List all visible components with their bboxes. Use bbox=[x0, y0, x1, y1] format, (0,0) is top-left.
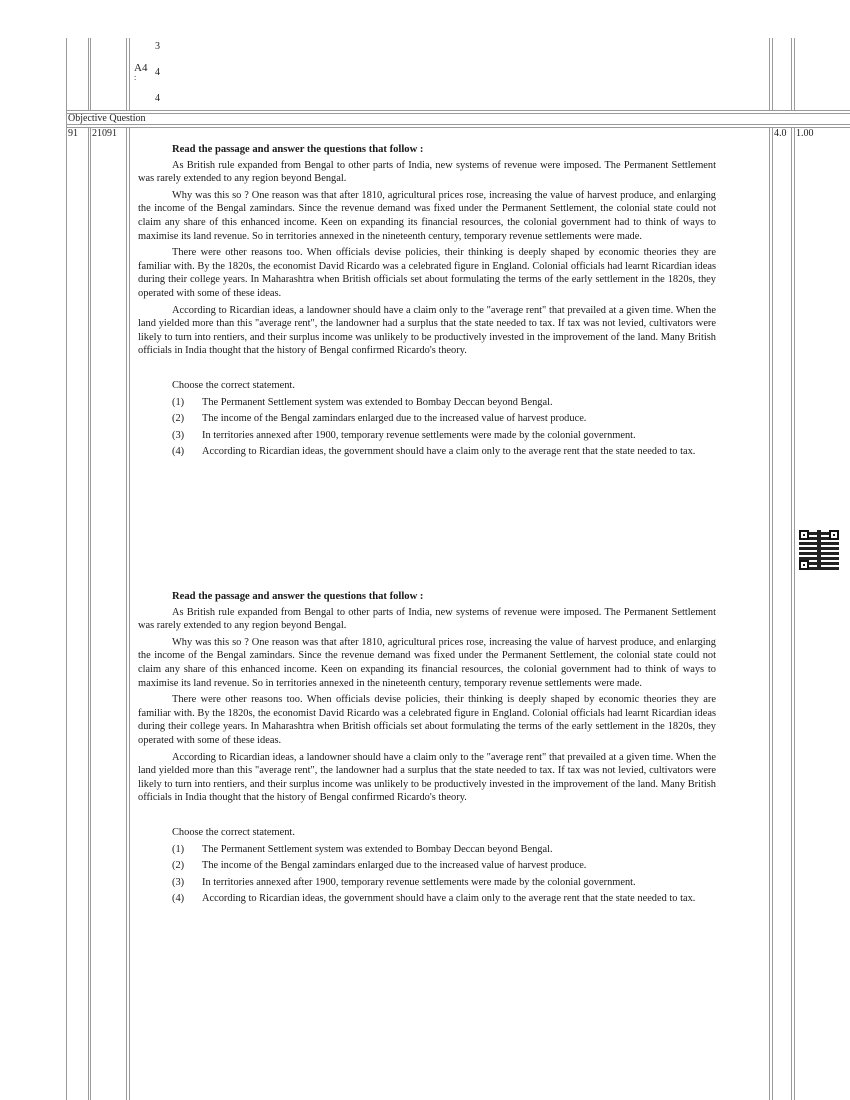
grid-line bbox=[769, 38, 770, 110]
question-serial: 91 bbox=[68, 128, 78, 139]
grid-line bbox=[66, 38, 67, 1100]
option-code-mark: : bbox=[134, 73, 137, 82]
grid-line bbox=[126, 38, 127, 110]
option-code: A4 bbox=[134, 62, 148, 74]
grid-line bbox=[769, 127, 770, 1100]
option-number: (2) bbox=[172, 860, 185, 872]
passage-heading: Read the passage and answer the questions that follow : bbox=[172, 591, 424, 602]
passage-paragraph: There were other reasons too. When officials devise policies, their thinking is deeply shaped by economic theories they are familiar with. By the 1820s, the economist David Ricardo was a celebrated figure in England. Colonial officials had learnt Ricardian ideas during their college years. In Maharashtra when British officials set about formulating the terms of the early settlement in the 1820s, they operated with some of these ideas. bbox=[138, 694, 716, 746]
option-number: (3) bbox=[172, 429, 185, 441]
answer-option bbox=[138, 876, 716, 890]
passage-paragraph: As British rule expanded from Bengal to other parts of India, new systems of revenue were imposed. The Permanent Settlement was rarely extended to any region beyond Bengal. bbox=[138, 606, 716, 632]
question-stem: Choose the correct statement. bbox=[172, 826, 295, 838]
grid-line bbox=[90, 38, 91, 110]
grid-line bbox=[90, 127, 91, 1100]
answer-option bbox=[138, 859, 716, 873]
answer-option bbox=[138, 396, 716, 410]
passage-paragraph: As British rule expanded from Bengal to other parts of India, new systems of revenue were imposed. The Permanent Settlement was rarely extended to any region beyond Bengal. bbox=[138, 159, 716, 185]
grid-line bbox=[791, 127, 792, 1100]
grid-line bbox=[126, 127, 127, 1100]
option-number: (1) bbox=[172, 396, 185, 408]
passage-paragraph: According to Ricardian ideas, a landowner should have a claim only to the "average rent" that prevailed at a given time. When the land yielded more than this "average rent", the landowner had a surplus that the state needed to tax. If tax was not levied, cultivators were likely to turn into rentiers, and their surplus income was unlikely to be productively invested in the improvement of the land. Many British officials in India thought that the history of Bengal confirmed Ricardo's theory. bbox=[138, 304, 716, 357]
grid-line bbox=[129, 127, 130, 1100]
passage-paragraph: There were other reasons too. When officials devise policies, their thinking is deeply shaped by economic theories they are familiar with. By the 1820s, the economist David Ricardo was a celebrated figure in England. Colonial officials had learnt Ricardian ideas during their college years. In Maharashtra when British officials set about formulating the terms of the early settlement in the 1820s, they operated with some of these ideas. bbox=[138, 247, 716, 299]
option-text: The Permanent Settlement system was extended to Bombay Deccan beyond Bengal. bbox=[202, 396, 553, 408]
answer-option bbox=[138, 843, 716, 857]
qr-code-icon bbox=[799, 530, 839, 570]
option-text: The income of the Bengal zamindars enlarged due to the increased value of harvest produce. bbox=[202, 413, 587, 425]
option-value: 4 bbox=[155, 67, 160, 78]
option-text: In territories annexed after 1900, temporary revenue settlements were made by the colonial government. bbox=[202, 429, 636, 441]
question-negative-marks: 1.00 bbox=[796, 128, 814, 139]
grid-line bbox=[88, 38, 89, 110]
option-text: According to Ricardian ideas, the government should have a claim only to the average rent that the state needed to tax. bbox=[202, 446, 696, 458]
option-value: 4 bbox=[155, 93, 160, 104]
option-value: 3 bbox=[155, 41, 160, 52]
grid-line bbox=[791, 38, 792, 110]
grid-line bbox=[794, 127, 795, 1100]
option-number: (4) bbox=[172, 446, 185, 458]
passage-paragraph: Why was this so ? One reason was that after 1810, agricultural prices rose, increasing the value of harvest produce, and enlarging the income of the Bengal zamindars. Since the revenue demand was fixed under the Permanent Settlement, the colonial state could not claim any share of this enhanced income. Keen on expanding its financial resources, the colonial government had to think of ways to maximise its land revenue. So in territories annexed in the nineteenth century, temporary revenue settlements were made. bbox=[138, 636, 716, 689]
grid-line bbox=[66, 110, 850, 111]
question-block bbox=[138, 143, 716, 462]
question-marks: 4.0 bbox=[774, 128, 787, 139]
option-number: (2) bbox=[172, 413, 185, 425]
option-text: The Permanent Settlement system was extended to Bombay Deccan beyond Bengal. bbox=[202, 843, 553, 855]
grid-line bbox=[772, 38, 773, 110]
option-text: The income of the Bengal zamindars enlarged due to the increased value of harvest produce. bbox=[202, 860, 587, 872]
grid-line bbox=[88, 127, 89, 1100]
passage-paragraph: According to Ricardian ideas, a landowner should have a claim only to the "average rent" that prevailed at a given time. When the land yielded more than this "average rent", the landowner had a surplus that the state needed to tax. If tax was not levied, cultivators were likely to turn into rentiers, and their surplus income was unlikely to be productively invested in the improvement of the land. Many British officials in India thought that the history of Bengal confirmed Ricardo's theory. bbox=[138, 751, 716, 804]
passage-paragraph: Why was this so ? One reason was that after 1810, agricultural prices rose, increasing the value of harvest produce, and enlarging the income of the Bengal zamindars. Since the revenue demand was fixed under the Permanent Settlement, the colonial state could not claim any share of this enhanced income. Keen on expanding its financial resources, the colonial government had to think of ways to maximise its land revenue. So in territories annexed in the nineteenth century, temporary revenue settlements were made. bbox=[138, 189, 716, 242]
answer-option bbox=[138, 892, 716, 906]
answer-option bbox=[138, 445, 716, 459]
option-number: (4) bbox=[172, 893, 185, 905]
grid-line bbox=[66, 113, 850, 114]
answer-option bbox=[138, 412, 716, 426]
answer-option bbox=[138, 429, 716, 443]
grid-line bbox=[66, 124, 850, 125]
grid-line bbox=[129, 38, 130, 110]
option-number: (1) bbox=[172, 843, 185, 855]
section-label: Objective Question bbox=[68, 113, 146, 124]
option-text: In territories annexed after 1900, temporary revenue settlements were made by the colonial government. bbox=[202, 876, 636, 888]
passage-heading: Read the passage and answer the questions that follow : bbox=[172, 144, 424, 155]
question-block bbox=[138, 590, 716, 909]
question-stem: Choose the correct statement. bbox=[172, 379, 295, 391]
option-number: (3) bbox=[172, 876, 185, 888]
grid-line bbox=[794, 38, 795, 110]
grid-line bbox=[772, 127, 773, 1100]
option-text: According to Ricardian ideas, the government should have a claim only to the average rent that the state needed to tax. bbox=[202, 893, 696, 905]
grid-line bbox=[66, 127, 850, 128]
question-id: 21091 bbox=[92, 128, 117, 139]
